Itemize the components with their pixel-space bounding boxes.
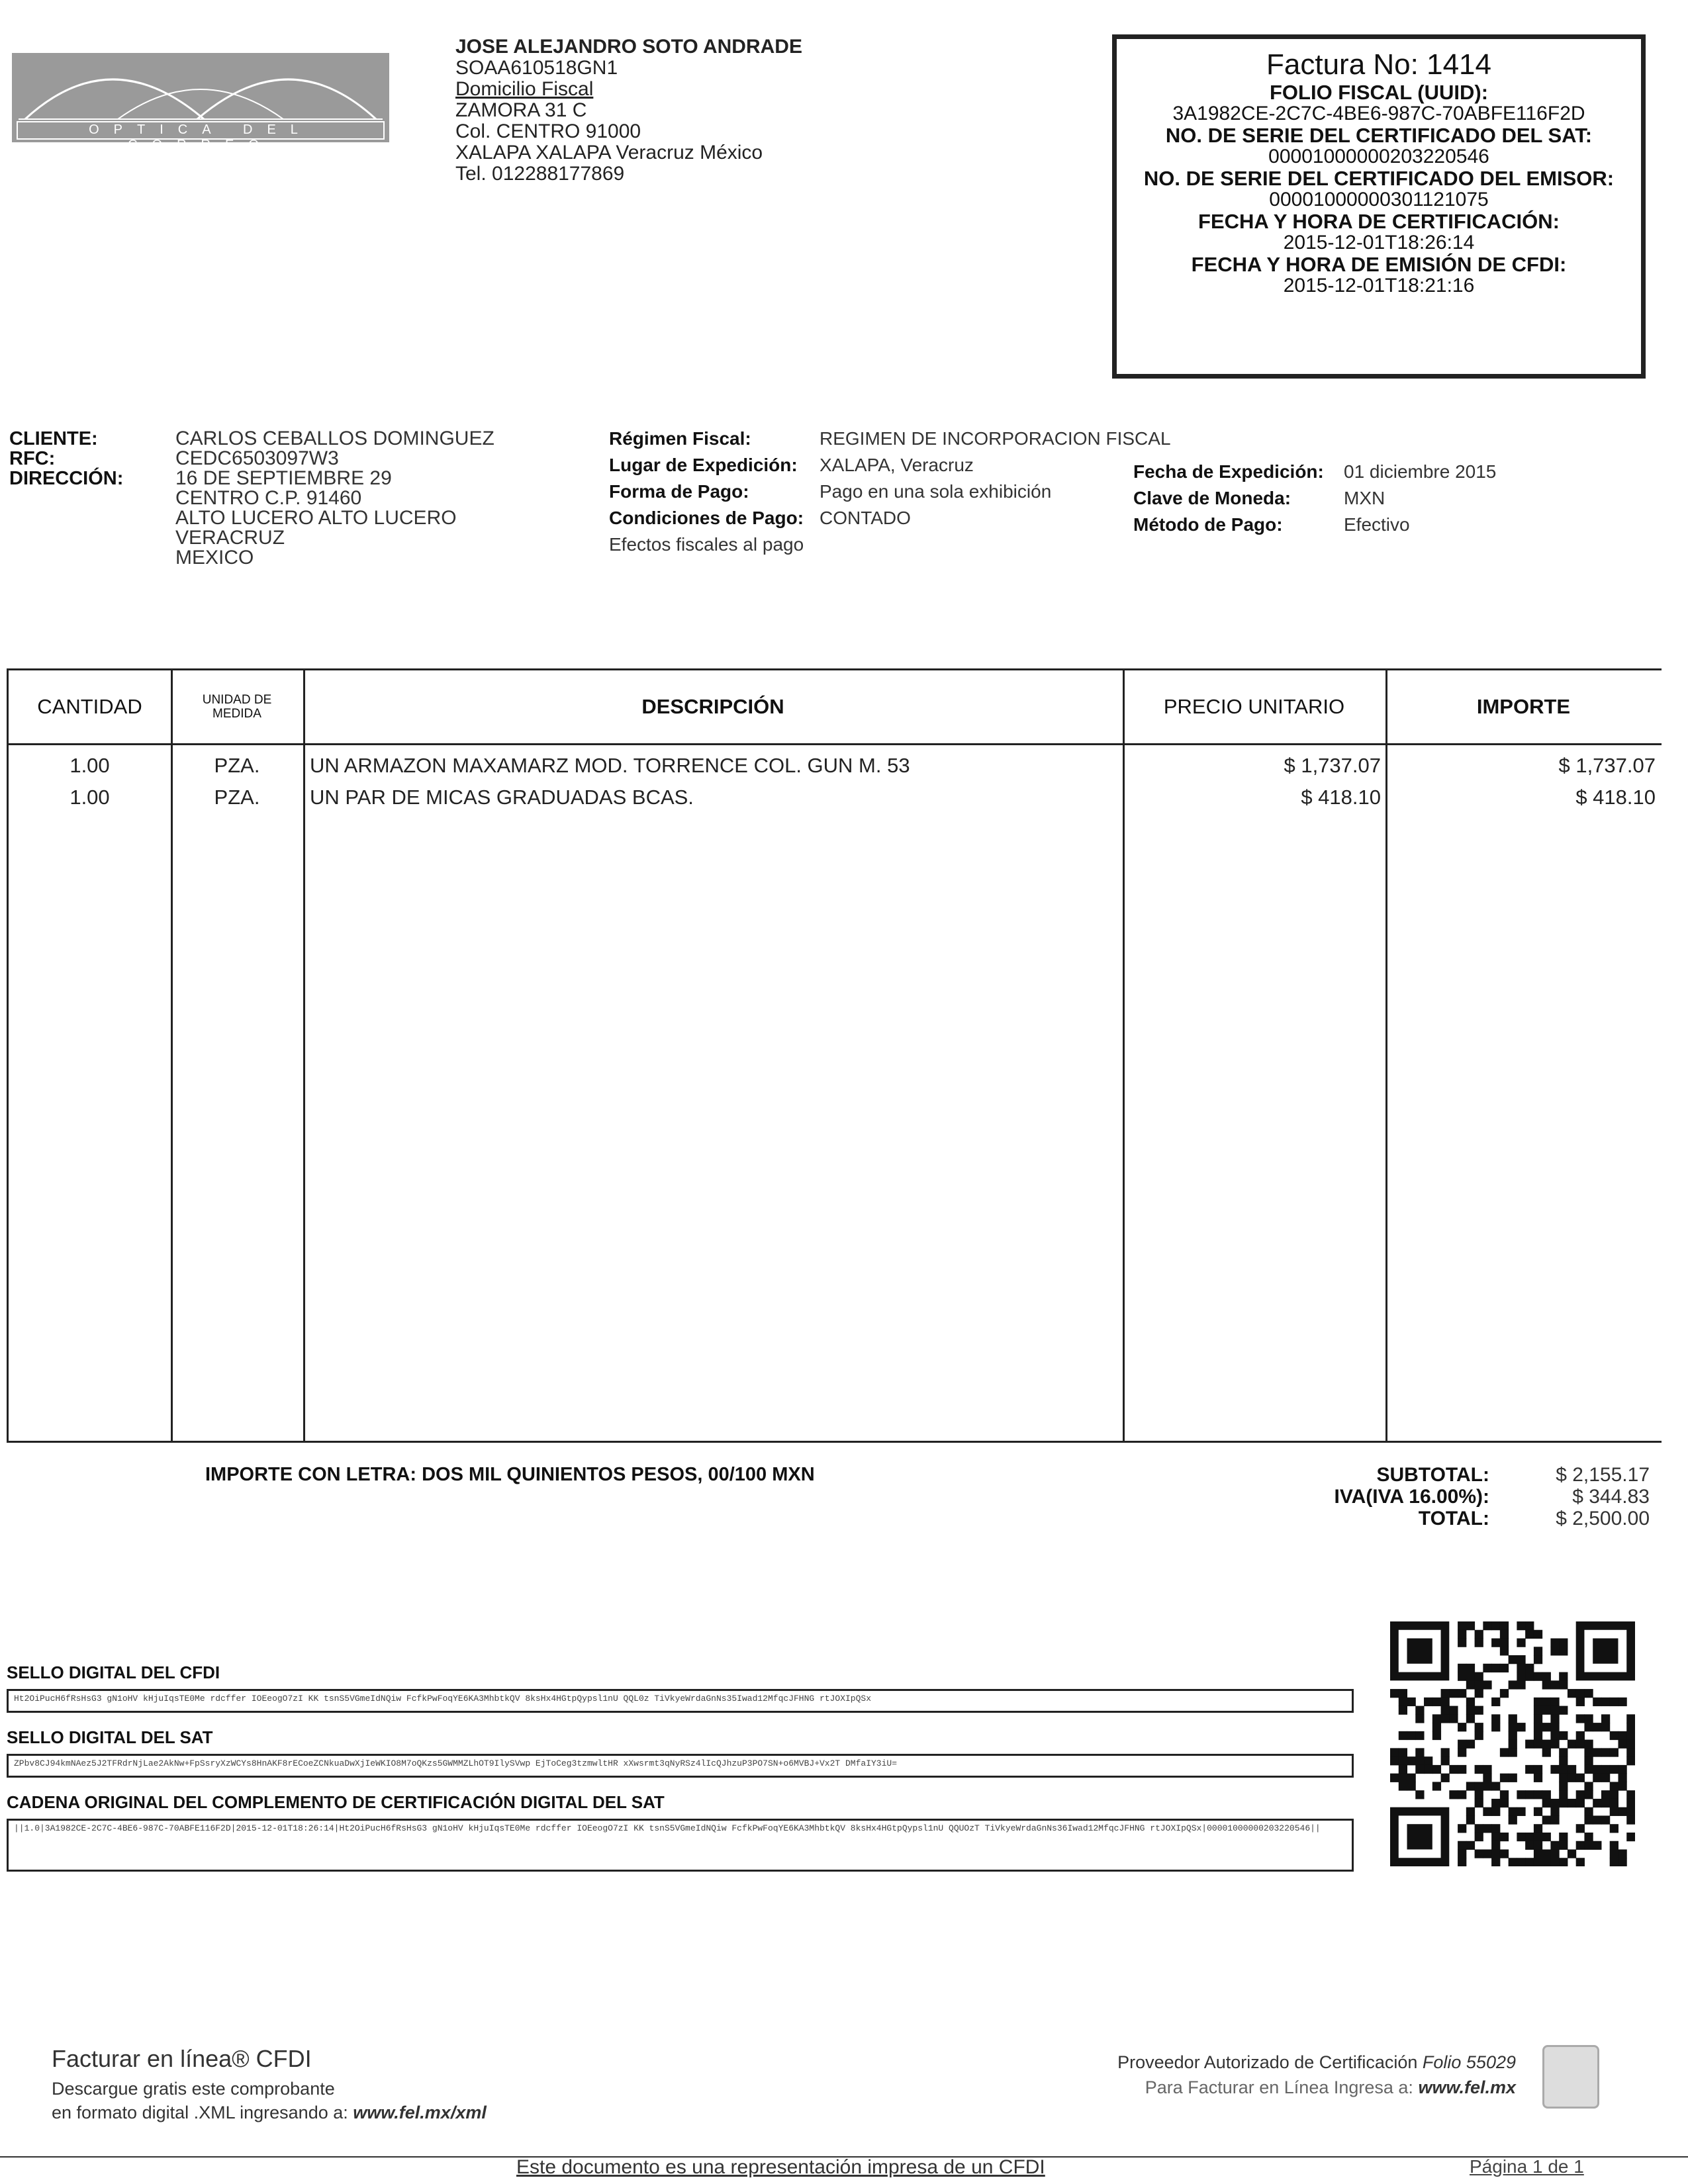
footer-provider [993, 2050, 1516, 2074]
fecha-value: 01 diciembre 2015 [1344, 461, 1497, 482]
col-divider [303, 670, 305, 1441]
meta-labels-left [609, 426, 804, 558]
totals-labels [1244, 1464, 1489, 1529]
row2-unidad: PZA. [214, 786, 260, 809]
invoice-box [1112, 34, 1646, 379]
issuer-rfc: SOAA610518GN1 [455, 57, 618, 79]
footer-provider-prefix: Proveedor Autorizado de Certificación [1117, 2052, 1418, 2072]
th-precio: PRECIO UNITARIO [1163, 695, 1345, 718]
meta-values-left [820, 426, 1171, 531]
cadena-label: CADENA ORIGINAL DEL COMPLEMENTO DE CERTIFICACIÓN DIGITAL DEL SAT [7, 1792, 665, 1812]
qr-code-graphic [1390, 1621, 1635, 1866]
meta-values-right [1344, 459, 1496, 538]
sello-sat-label: SELLO DIGITAL DEL SAT [7, 1727, 213, 1747]
cert-date-label: FECHA Y HORA DE CERTIFICACIÓN: [1198, 210, 1560, 233]
metodo-label: Método de Pago: [1133, 514, 1283, 535]
importe-letra [205, 1464, 815, 1486]
emisor-cert-label: NO. DE SERIE DEL CERTIFICADO DEL EMISOR: [1143, 167, 1615, 190]
client-labels [9, 429, 123, 488]
row1-precio: $ 1,737.07 [1284, 754, 1381, 777]
issuer-city: XALAPA XALAPA Veracruz México [455, 142, 763, 163]
lugar-label: Lugar de Expedición: [609, 455, 798, 475]
footer-brand: Facturar en línea® CFDI [52, 2045, 312, 2072]
regimen-value: REGIMEN DE INCORPORACION FISCAL [820, 428, 1171, 449]
footer-provider-2 [993, 2075, 1516, 2099]
sello-cfdi-label: SELLO DIGITAL DEL CFDI [7, 1662, 220, 1682]
row1-unidad: PZA. [214, 754, 260, 777]
provider-seal-icon [1542, 2045, 1599, 2109]
sat-cert-value: 00001000000203220546 [1268, 146, 1489, 167]
footer-provider-url[interactable]: www.fel.mx [1418, 2077, 1516, 2097]
total-value: $ 2,500.00 [1556, 1508, 1650, 1529]
total-label: TOTAL: [1418, 1508, 1489, 1529]
client-rfc: CEDC6503097W3 [175, 447, 339, 469]
logo-text: OPTICA DEL CORREO [89, 122, 312, 152]
issuer-info [455, 36, 802, 185]
th-unidad: UNIDAD DE MEDIDA [202, 693, 272, 721]
meta-labels-right [1133, 459, 1324, 538]
company-logo [12, 53, 389, 152]
rfc-label: RFC: [9, 448, 56, 469]
condiciones-value: CONTADO [820, 508, 911, 528]
footer-provider-folio: Folio 55029 [1422, 2052, 1516, 2072]
emisor-cert-value: 00001000000301121075 [1269, 189, 1489, 210]
row2-descripcion: UN PAR DE MICAS GRADUADAS BCAS. [310, 786, 694, 809]
importe-letra-value: DOS MIL QUINIENTOS PESOS, 00/100 MXN [422, 1464, 815, 1485]
header-divider [9, 743, 1662, 745]
moneda-label: Clave de Moneda: [1133, 488, 1291, 508]
totals-values [1503, 1464, 1650, 1529]
moneda-value: MXN [1344, 488, 1385, 508]
issuer-domicilio-label: Domicilio Fiscal [455, 78, 594, 100]
sat-cert-label: NO. DE SERIE DEL CERTIFICADO DEL SAT: [1165, 124, 1593, 147]
lugar-value: XALAPA, Veracruz [820, 455, 974, 475]
condiciones-label: Condiciones de Pago: [609, 508, 804, 528]
footer-download-1: Descargue gratis este comprobante [52, 2079, 335, 2099]
client-address-4: VERACRUZ [175, 527, 285, 549]
issuer-phone: Tel. 012288177869 [455, 163, 625, 185]
cert-date-value: 2015-12-01T18:26:14 [1283, 232, 1475, 253]
subtotal-value: $ 2,155.17 [1556, 1464, 1650, 1486]
fecha-label: Fecha de Expedición: [1133, 461, 1324, 482]
footer-download-2-prefix: en formato digital .XML ingresando a: [52, 2103, 348, 2122]
client-address-1: 16 DE SEPTIEMBRE 29 [175, 467, 392, 489]
row2-cantidad: 1.00 [70, 786, 110, 809]
client-address-3: ALTO LUCERO ALTO LUCERO [175, 507, 457, 529]
th-importe: IMPORTE [1476, 695, 1571, 718]
cliente-label: CLIENTE: [9, 428, 98, 449]
importe-letra-label: IMPORTE CON LETRA: [205, 1464, 416, 1485]
issuer-colonia: Col. CENTRO 91000 [455, 120, 641, 142]
subtotal-label: SUBTOTAL: [1376, 1464, 1489, 1486]
issuer-street: ZAMORA 31 C [455, 99, 587, 121]
client-name: CARLOS CEBALLOS DOMINGUEZ [175, 428, 494, 449]
direccion-label: DIRECCIÓN: [9, 468, 124, 489]
th-cantidad: CANTIDAD [37, 695, 142, 718]
regimen-label: Régimen Fiscal: [609, 428, 751, 449]
invoice-number: Factura No: 1414 [1266, 48, 1491, 81]
sello-sat-box: ZPbv8CJ94kmNAez5J2TFRdrNjLae2AkNw+FpSsryXzWCYs8HnAKF8rECoeZCNkuaDwXjIeWKIO8M7oQKzs5GWMMZLhOT9IlySVwp EjToCeg3tzmwltHR xXwsrmt3qNyRSz4lIcQJhzuP3PO7SN+o6MVBJ+Vx2T DMfaIY3iU= [7, 1754, 1354, 1778]
footer-represent: Este documento es una representación impresa de un CFDI [516, 2156, 1045, 2178]
forma-value: Pago en una sola exhibición [820, 481, 1052, 502]
footer-page: Página 1 de 1 [1470, 2156, 1584, 2177]
footer-download-url[interactable]: www.fel.mx/xml [353, 2103, 487, 2122]
iva-label: IVA(IVA 16.00%): [1334, 1486, 1489, 1508]
forma-label: Forma de Pago: [609, 481, 749, 502]
th-descripcion: DESCRIPCIÓN [641, 695, 784, 718]
row2-importe: $ 418.10 [1575, 786, 1656, 809]
uuid-label: FOLIO FISCAL (UUID): [1269, 81, 1489, 104]
row1-cantidad: 1.00 [70, 754, 110, 777]
issuer-name: JOSE ALEJANDRO SOTO ANDRADE [455, 36, 802, 58]
row2-precio: $ 418.10 [1301, 786, 1381, 809]
metodo-value: Efectivo [1344, 514, 1410, 535]
sello-cfdi-box: Ht2OiPucH6fRsHsG3 gN1oHV kHjuIqsTE0Me rdcffer IOEeogO7zI KK tsnS5VGmeIdNQiw FcfkPwFoqYE6KA3MhbtkQV 8ksHx4HGtpQypsl1nU QQL0z TiVkyeWrdaGnNs35Iwad12MfqcJFHNG rtJOXIpQSx [7, 1689, 1354, 1713]
uuid-value: 3A1982CE-2C7C-4BE6-987C-70ABFE116F2D [1172, 103, 1585, 124]
iva-value: $ 344.83 [1572, 1486, 1650, 1508]
client-address-2: CENTRO C.P. 91460 [175, 487, 362, 509]
efectos-text: Efectos fiscales al pago [609, 534, 804, 555]
emision-date-label: FECHA Y HORA DE EMISIÓN DE CFDI: [1191, 253, 1567, 276]
emision-date-value: 2015-12-01T18:21:16 [1283, 275, 1475, 296]
items-table [7, 668, 1662, 1443]
client-values [175, 429, 494, 568]
footer-download-2 [52, 2101, 487, 2124]
row1-descripcion: UN ARMAZON MAXAMARZ MOD. TORRENCE COL. GUN M. 53 [310, 754, 910, 777]
row1-importe: $ 1,737.07 [1558, 754, 1656, 777]
footer-provider-2-prefix: Para Facturar en Línea Ingresa a: [1145, 2077, 1413, 2097]
qr-code [1390, 1621, 1635, 1866]
client-address-5: MEXICO [175, 547, 254, 569]
cadena-box: ||1.0|3A1982CE-2C7C-4BE6-987C-70ABFE116F2D|2015-12-01T18:26:14|Ht2OiPucH6fRsHsG3 gN1oHV kHjuIqsTE0Me rdcffer IOEeogO7zI KK tsnS5VGmeIdNQiw FcfkPwFoqYE6KA3MhbtkQV 8ksHx4HGtpQypsl1nU QQUOzT TiVkyeWrdaGnNs36Iwad12MfqcJFHNG rtJOXIpQSx|00001000000203220546|| [7, 1819, 1354, 1872]
